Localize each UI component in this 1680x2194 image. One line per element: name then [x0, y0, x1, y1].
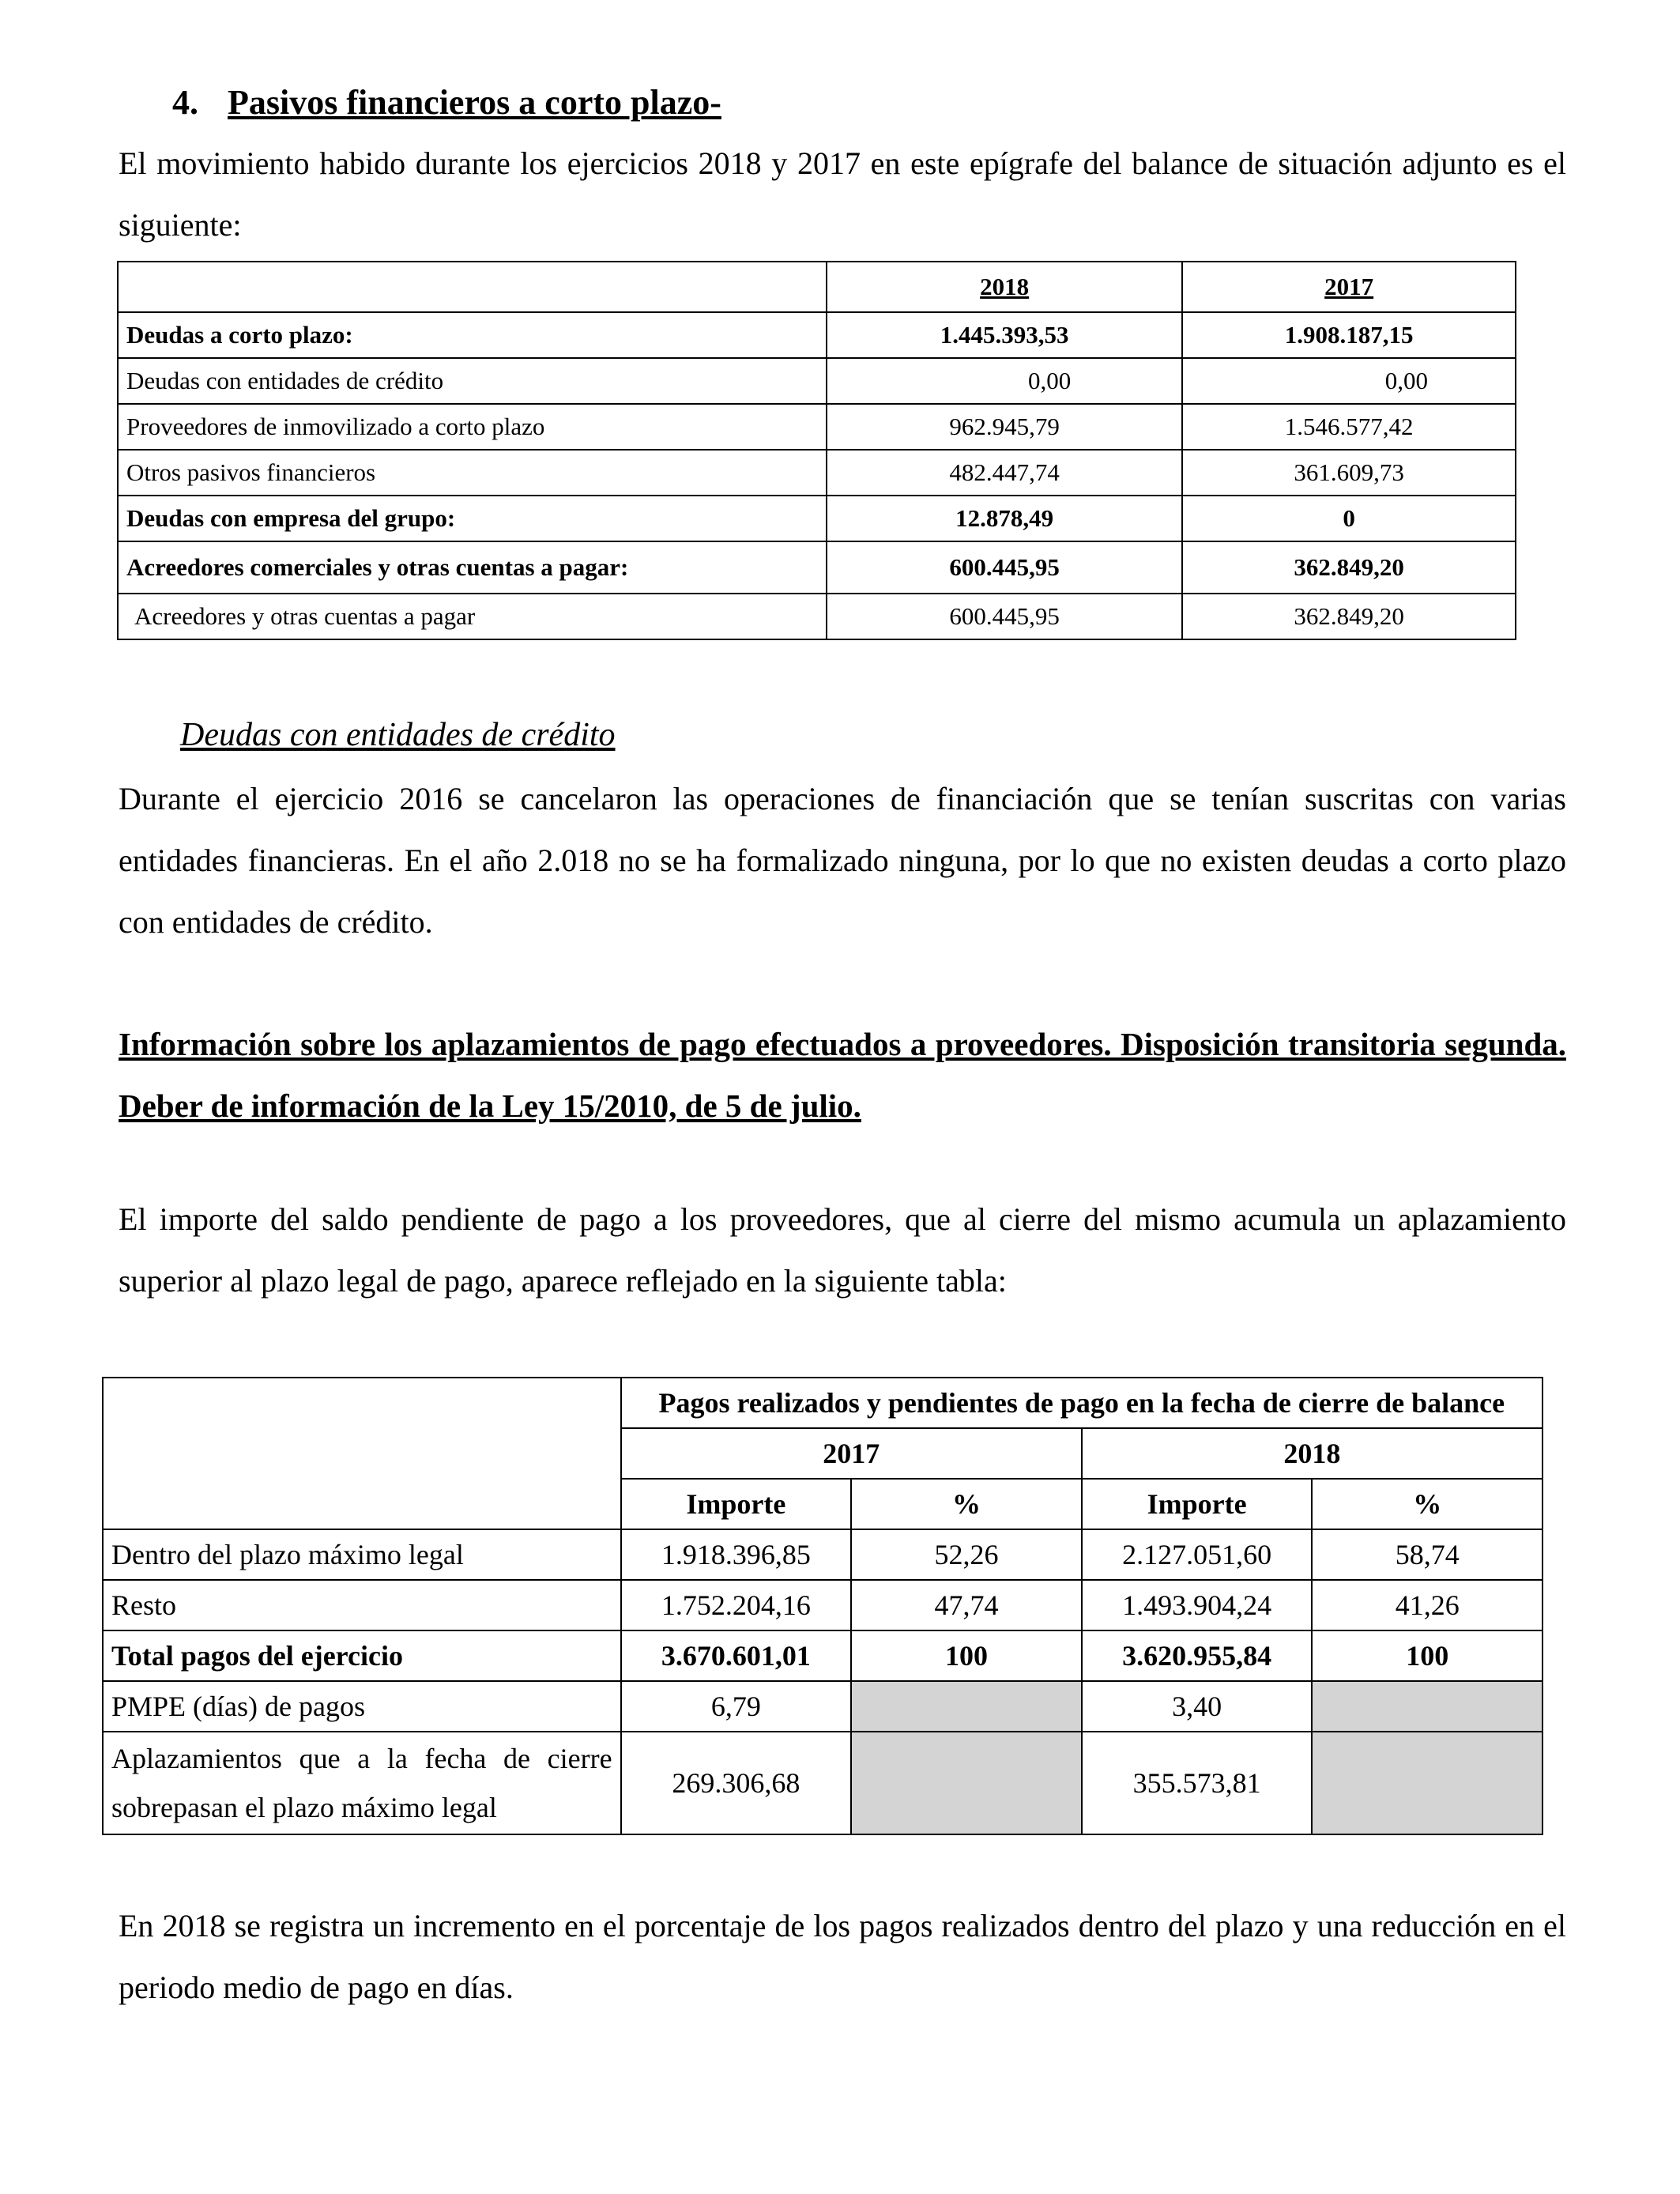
shaded-cell: [1312, 1681, 1543, 1732]
value-2017: 0,00: [1182, 358, 1516, 404]
importe-2018: 2.127.051,60: [1082, 1529, 1313, 1580]
row-label: Deudas con empresa del grupo:: [118, 496, 827, 541]
conclusion-paragraph: En 2018 se registra un incremento en el porcentaje de los pagos realizados dentro del plazo y una reducción en el periodo medio de pago en días.: [119, 1908, 1566, 2005]
header-year-2017: 2017: [621, 1428, 1082, 1479]
percent-2018: 41,26: [1312, 1580, 1543, 1630]
table-row: [103, 1630, 1543, 1681]
importe-2018: 3,40: [1082, 1681, 1313, 1732]
info-heading: Información sobre los aplazamientos de pago efectuados a proveedores. Disposición transitoria segunda. Deber de información de la Ley 15/2010, de 5 de julio.: [119, 1026, 1566, 1124]
header-empty-cell: [103, 1378, 621, 1529]
shaded-cell: [851, 1681, 1082, 1732]
value-2017: 1.908.187,15: [1182, 312, 1516, 358]
header-percent: %: [1312, 1479, 1543, 1529]
value-2017: 362.849,20: [1182, 594, 1516, 639]
section-title: Pasivos financieros a corto plazo-: [228, 83, 721, 122]
header-empty: [118, 262, 827, 312]
value-2017: 1.546.577,42: [1182, 404, 1516, 450]
value-2018: 1.445.393,53: [827, 312, 1182, 358]
section-number: 4.: [172, 83, 198, 122]
table-row: [103, 1681, 1543, 1732]
importe-2017: 269.306,68: [621, 1732, 852, 1834]
value-2018: 12.878,49: [827, 496, 1182, 541]
value-2018: 600.445,95: [827, 594, 1182, 639]
row-label: Acreedores comerciales y otras cuentas a pagar:: [118, 541, 827, 594]
row-label: PMPE (días) de pagos: [103, 1681, 621, 1732]
percent-2017: 100: [851, 1630, 1082, 1681]
percent-2018: 100: [1312, 1630, 1543, 1681]
value-2017: 0: [1182, 496, 1516, 541]
header-2017: 2017: [1182, 262, 1516, 312]
table-row: [118, 541, 1516, 594]
importe-2018: 3.620.955,84: [1082, 1630, 1313, 1681]
table-row: [118, 358, 1516, 404]
subsection-title: Deudas con entidades de crédito: [180, 717, 616, 753]
header-importe: Importe: [1082, 1479, 1313, 1529]
importe-2017: 6,79: [621, 1681, 852, 1732]
percent-2017: 47,74: [851, 1580, 1082, 1630]
percent-2017: 52,26: [851, 1529, 1082, 1580]
row-label: Resto: [103, 1580, 621, 1630]
payment-deferral-table: [102, 1377, 1543, 1835]
header-2018: 2018: [827, 262, 1182, 312]
info-paragraph: El importe del saldo pendiente de pago a los proveedores, que al cierre del mismo acumula un aplazamiento superior al plazo legal de pago, aparece reflejado en la siguiente tabla:: [119, 1201, 1566, 1299]
table-row: [118, 312, 1516, 358]
table-row: [118, 450, 1516, 496]
table-title: Pagos realizados y pendientes de pago en la fecha de cierre de balance: [621, 1378, 1543, 1428]
importe-2018: 1.493.904,24: [1082, 1580, 1313, 1630]
row-label: Aplazamientos que a la fecha de cierre sobrepasan el plazo máximo legal: [103, 1732, 621, 1834]
row-label: Deudas con entidades de crédito: [118, 358, 827, 404]
table-header-row: [118, 262, 1516, 312]
header-percent: %: [851, 1479, 1082, 1529]
value-2018: 962.945,79: [827, 404, 1182, 450]
value-2018: 0,00: [827, 358, 1182, 404]
section-heading: [172, 79, 721, 126]
value-2017: 361.609,73: [1182, 450, 1516, 496]
table-row: [103, 1732, 1543, 1834]
value-2018: 600.445,95: [827, 541, 1182, 594]
header-importe: Importe: [621, 1479, 852, 1529]
row-label: Total pagos del ejercicio: [103, 1630, 621, 1681]
importe-2018: 355.573,81: [1082, 1732, 1313, 1834]
percent-2018: 58,74: [1312, 1529, 1543, 1580]
shaded-cell: [1312, 1732, 1543, 1834]
value-2017: 362.849,20: [1182, 541, 1516, 594]
row-label: Acreedores y otras cuentas a pagar: [118, 594, 827, 639]
table-row: [118, 594, 1516, 639]
importe-2017: 1.752.204,16: [621, 1580, 852, 1630]
short-term-liabilities-table: [117, 261, 1516, 640]
table-row: [103, 1580, 1543, 1630]
row-label: Deudas a corto plazo:: [118, 312, 827, 358]
row-label: Proveedores de inmovilizado a corto plazo: [118, 404, 827, 450]
table-header-row: [103, 1378, 1543, 1428]
importe-2017: 3.670.601,01: [621, 1630, 852, 1681]
table-row: [118, 404, 1516, 450]
value-2018: 482.447,74: [827, 450, 1182, 496]
importe-2017: 1.918.396,85: [621, 1529, 852, 1580]
row-label: Otros pasivos financieros: [118, 450, 827, 496]
table-row: [118, 496, 1516, 541]
subsection-paragraph: Durante el ejercicio 2016 se cancelaron las operaciones de financiación que se tenían suscritas con varias entidades financieras. En el año 2.018 no se ha formalizado ninguna, por lo que no existen deudas a corto plazo con entidades de crédito.: [119, 781, 1566, 940]
intro-paragraph: El movimiento habido durante los ejercicios 2018 y 2017 en este epígrafe del balance de situación adjunto es el siguiente:: [119, 145, 1566, 243]
row-label: Dentro del plazo máximo legal: [103, 1529, 621, 1580]
shaded-cell: [851, 1732, 1082, 1834]
header-year-2018: 2018: [1082, 1428, 1543, 1479]
table-row: [103, 1529, 1543, 1580]
